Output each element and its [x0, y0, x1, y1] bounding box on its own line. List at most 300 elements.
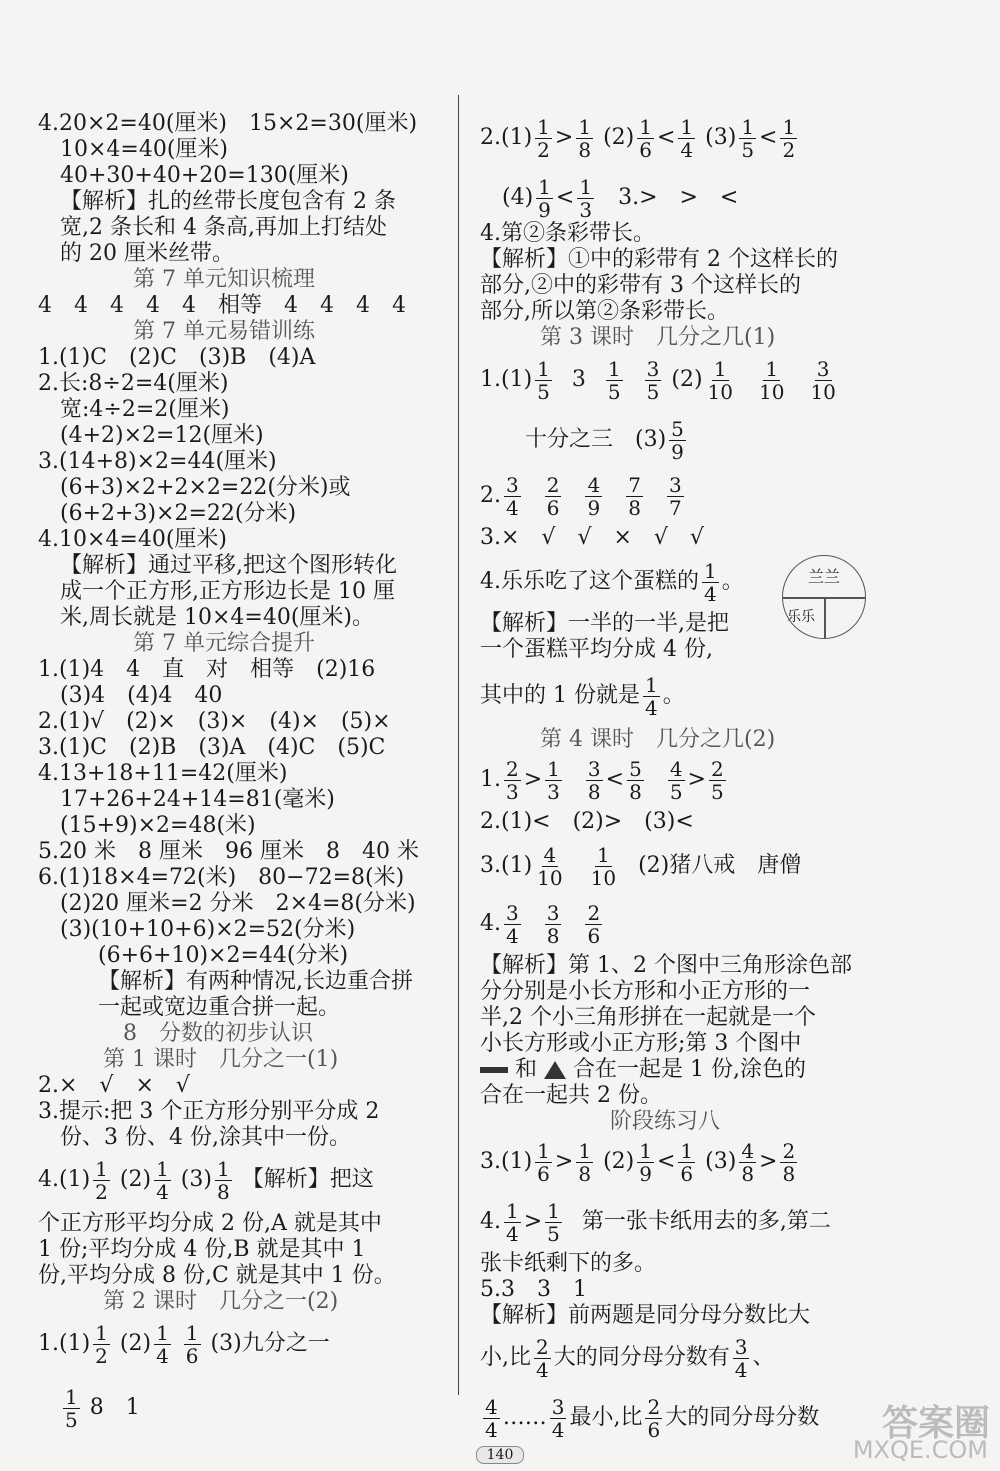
denominator: 10 [810, 379, 836, 404]
fraction [504, 1200, 521, 1245]
numerator: 2 [782, 1138, 796, 1163]
denominator: 6 [587, 923, 601, 948]
text-span: …… [502, 1405, 547, 1430]
denominator: 6 [647, 1417, 661, 1442]
text-line: (3)4 (4)4 40 [60, 683, 223, 708]
text-span: 、 [752, 1345, 775, 1370]
denominator: 4 [644, 695, 658, 720]
text-line: 4.10×4=40(厘米) [38, 527, 228, 552]
fraction [637, 1140, 654, 1185]
fraction [545, 474, 562, 519]
fraction [668, 758, 685, 803]
numerator: 2 [710, 756, 724, 781]
text-line: 【解析】通过平移,把这个图形转化 [60, 553, 397, 578]
text-span: (2) [603, 1149, 635, 1174]
numerator: 3 [734, 1334, 748, 1359]
watermark-logo: 答案圈 [881, 1403, 990, 1444]
denominator: 2 [95, 1343, 108, 1368]
numerator: 3 [646, 356, 660, 381]
text-span: 其中的 1 份就是 [480, 683, 640, 708]
denominator: 4 [734, 1357, 748, 1382]
fraction-line [480, 1390, 819, 1446]
text-line: 3.提示:把 3 个正方形分别平分成 2 [38, 1099, 380, 1124]
fraction [780, 116, 797, 161]
fraction [585, 902, 602, 947]
numerator: 2 [506, 756, 519, 781]
text-span: 3 [571, 367, 586, 392]
denominator: 5 [669, 779, 683, 804]
denominator: 10 [758, 379, 785, 404]
text-line: (6+3)×2+2×2=22(分米)或 [60, 475, 351, 500]
text-line: 合在一起共 2 份。 [480, 1083, 662, 1108]
text-line: 17+26+24+14=81(毫米) [60, 787, 335, 812]
text-line: 分分别是小长方形和小正方形的一 [480, 979, 811, 1004]
text-line: 6.(1)18×4=72(米) 80−72=8(米) [38, 865, 405, 890]
text-span: (2) [119, 1331, 152, 1356]
fraction [545, 1200, 562, 1245]
fraction-line [480, 352, 841, 408]
denominator: 8 [578, 1161, 592, 1186]
fraction [739, 1140, 756, 1185]
fraction-line [60, 1380, 140, 1436]
fraction-line [480, 554, 744, 610]
fraction-line [480, 1134, 800, 1190]
fraction [627, 758, 644, 803]
text-line: 1 份;平均分成 4 份,B 就是其中 1 [38, 1237, 366, 1262]
fraction [585, 474, 602, 519]
numerator: 1 [506, 1198, 519, 1223]
denominator: 8 [546, 923, 560, 948]
numerator: 4 [543, 842, 557, 867]
numerator: 1 [639, 1138, 652, 1163]
numerator: 1 [547, 756, 560, 781]
compare-symbol: < [656, 125, 676, 150]
denominator: 4 [506, 923, 519, 948]
text-span: 【解析】把这 [241, 1167, 374, 1192]
text-span: (2) [119, 1167, 152, 1192]
text-span: (3)九分之一 [210, 1331, 330, 1356]
text-line: 5.20 米 8 厘米 96 厘米 8 40 米 [38, 839, 419, 864]
denominator: 4 [506, 495, 519, 520]
text-line: 【解析】前两题是同分母分数比大 [480, 1303, 811, 1328]
fraction [535, 844, 564, 889]
compare-symbol: < [605, 767, 625, 792]
text-span: 最小,比 [569, 1405, 643, 1430]
denominator: 2 [95, 1179, 108, 1204]
text-line: 4 4 4 4 4 相等 4 4 4 4 [38, 293, 406, 318]
text-line: 40+30+40+20=130(厘米) [60, 163, 349, 188]
pie-label-lanlan: 兰兰 [808, 567, 841, 586]
page-number [0, 1447, 1000, 1463]
numerator: 2 [647, 1394, 661, 1419]
text-line: 成一个正方形,正方形边长是 10 厘 [60, 579, 395, 604]
fraction [606, 358, 623, 403]
fraction [576, 116, 593, 161]
denominator: 2 [782, 137, 796, 162]
text-line: 2.× √ × √ [38, 1073, 190, 1098]
numerator: 5 [671, 416, 684, 441]
fraction-line [480, 1194, 831, 1250]
text-line: 【解析】第 1、2 个图中三角形涂色部 [480, 953, 852, 978]
text-line: (6+2+3)×2=22(分米) [60, 501, 297, 526]
text-span: 1. [480, 767, 501, 792]
numerator: 1 [65, 1384, 78, 1409]
section-heading: 第 7 单元知识梳理 [133, 267, 315, 292]
denominator: 4 [680, 137, 694, 162]
fraction [669, 418, 686, 463]
compare-symbol: > [759, 1149, 778, 1174]
denominator: 9 [671, 439, 684, 464]
denominator: 4 [551, 1417, 565, 1442]
fraction [535, 116, 552, 161]
numerator: 1 [216, 1156, 230, 1181]
fraction [93, 1322, 110, 1367]
compare-symbol: < [656, 1149, 676, 1174]
text-line: 宽:4÷2=2(厘米) [60, 397, 230, 422]
denominator: 4 [506, 1221, 519, 1246]
fraction [739, 116, 756, 161]
text-span: 4.(1) [38, 1167, 91, 1192]
section-heading: 第 7 单元综合提升 [133, 631, 315, 656]
fraction [154, 1322, 171, 1367]
denominator: 8 [587, 779, 601, 804]
fraction-line [480, 838, 801, 894]
text-line: 2.(1)< (2)> (3)< [480, 809, 694, 834]
triangle-icon [544, 1061, 566, 1079]
section-heading: 第 7 单元易错训练 [133, 319, 315, 344]
text-line: 3.× √ √ × √ √ [480, 525, 704, 550]
text-line: 的 20 厘米丝带。 [60, 241, 234, 266]
fraction [678, 116, 695, 161]
text-line: 【解析】一半的一半,是把 [480, 611, 729, 636]
numerator: 4 [669, 756, 683, 781]
fraction [545, 902, 562, 947]
text-span: (3) [705, 1149, 737, 1174]
denominator: 2 [537, 137, 550, 162]
text-line: 10×4=40(厘米) [60, 137, 229, 162]
fraction [550, 1396, 567, 1441]
numerator: 1 [578, 1138, 592, 1163]
text-line: 3.(1)C (2)B (3)A (4)C (5)C [38, 735, 386, 760]
text-span: 2.(1) [480, 125, 533, 150]
text-span: 8 1 [89, 1395, 140, 1420]
fraction [535, 1140, 552, 1185]
denominator: 5 [710, 779, 724, 804]
numerator: 1 [578, 114, 592, 139]
fraction-line [480, 468, 687, 524]
text-span: 1.(1) [38, 1331, 91, 1356]
denominator: 3 [547, 779, 560, 804]
text-span: (3) [705, 125, 737, 150]
compare-symbol: > [687, 767, 706, 792]
bar-shape-icon [480, 1067, 508, 1073]
numerator: 3 [587, 756, 601, 781]
numerator: 1 [704, 558, 717, 583]
text-line: 3.(14+8)×2=44(厘米) [38, 449, 277, 474]
numerator: 5 [629, 756, 642, 781]
denominator: 5 [65, 1407, 78, 1432]
text-span: 合在一起是 1 份,涂色的 [573, 1057, 806, 1082]
text-line: 部分,所以第②条彩带长。 [480, 299, 729, 324]
fraction [626, 474, 643, 519]
numerator: 1 [95, 1320, 108, 1345]
text-line: 4.20×2=40(厘米) 15×2=30(厘米) [38, 111, 418, 136]
denominator: 4 [485, 1417, 498, 1442]
text-line: 2.(1)√ (2)× (3)× (4)× (5)× [38, 709, 391, 734]
text-line: 半,2 个小三角形拼在一起就是一个 [480, 1005, 816, 1030]
fraction [576, 1140, 593, 1185]
denominator: 6 [680, 1161, 694, 1186]
fraction [645, 1396, 662, 1441]
text-line: 2.长:8÷2=4(厘米) [38, 371, 229, 396]
text-line: (3)(10+10+6)×2=52(分米) [60, 917, 356, 942]
fraction [709, 758, 726, 803]
denominator: 8 [578, 137, 592, 162]
fraction [504, 758, 521, 803]
text-span: 3.> > < [618, 185, 739, 210]
text-line: 个正方形平均分成 2 份,A 就是其中 [38, 1211, 382, 1236]
text-span: 3.(1) [480, 853, 533, 878]
fraction-line [38, 1316, 330, 1372]
numerator: 1 [95, 1156, 108, 1181]
denominator: 5 [607, 379, 621, 404]
text-line: 4.第②条彩带长。 [480, 221, 655, 246]
denominator: 5 [547, 1221, 560, 1246]
text-line: 【解析】有两种情况,长边重合拼 [98, 969, 413, 994]
denominator: 3 [579, 197, 593, 222]
fraction [504, 902, 521, 947]
text-line: 一起或宽边重合拼一起。 [98, 995, 341, 1020]
text-span: 2. [480, 483, 501, 508]
numerator: 1 [547, 1198, 560, 1223]
text-line: 份、3 份、4 份,涂其中一份。 [60, 1125, 351, 1150]
fraction-line [480, 896, 605, 952]
numerator: 1 [537, 114, 550, 139]
text-line: (15+9)×2=48(米) [60, 813, 256, 838]
fraction-line [480, 1330, 775, 1386]
numerator: 1 [713, 356, 727, 381]
text-span: (3) [180, 1167, 212, 1192]
denominator: 3 [506, 779, 519, 804]
numerator: 3 [816, 356, 830, 381]
numerator: 3 [546, 900, 560, 925]
numerator: 1 [782, 114, 796, 139]
denominator: 10 [537, 865, 563, 890]
denominator: 10 [707, 379, 733, 404]
numerator: 3 [551, 1394, 565, 1419]
fraction [586, 758, 603, 803]
numerator: 1 [607, 356, 621, 381]
fraction [733, 1336, 750, 1381]
fraction [483, 1396, 500, 1441]
numerator: 3 [506, 472, 519, 497]
cake-pie-diagram [782, 555, 866, 639]
section-heading: 第 3 课时 几分之几(1) [540, 325, 776, 350]
fraction-line [480, 110, 800, 166]
text-line: (2)20 厘米=2 分米 2×4=8(分米) [60, 891, 416, 916]
fraction [63, 1386, 80, 1431]
fraction [534, 1336, 551, 1381]
text-line: 部分,②中的彩带有 3 个这样长的 [480, 273, 801, 298]
compare-symbol: > [523, 767, 543, 792]
denominator: 6 [639, 137, 652, 162]
denominator: 6 [185, 1343, 199, 1368]
compare-symbol: < [555, 185, 575, 210]
section-heading: 阶段练习八 [610, 1109, 721, 1134]
text-line: 4.13+18+11=42(厘米) [38, 761, 288, 786]
compare-symbol: > [523, 1209, 543, 1234]
numerator: 7 [628, 472, 641, 497]
text-span: 。 [721, 569, 744, 594]
text-span: (4) [502, 185, 534, 210]
pie-vertical-divider [824, 597, 826, 638]
fraction-line [525, 412, 689, 468]
denominator: 6 [537, 1161, 550, 1186]
numerator: 1 [596, 842, 610, 867]
numerator: 1 [680, 1138, 694, 1163]
fraction [702, 560, 719, 605]
denominator: 5 [646, 379, 660, 404]
text-line: 份,平均分成 8 份,C 就是其中 1 份。 [38, 1263, 396, 1288]
fraction [780, 1140, 797, 1185]
numerator: 4 [741, 1138, 755, 1163]
fraction [93, 1158, 110, 1203]
section-heading: 第 4 课时 几分之几(2) [540, 727, 776, 752]
column-divider [458, 95, 459, 1395]
denominator: 5 [537, 379, 550, 404]
numerator: 3 [506, 900, 519, 925]
text-span: 。 [662, 683, 685, 708]
numerator: 1 [579, 174, 593, 199]
denominator: 5 [741, 137, 755, 162]
fraction [589, 844, 618, 889]
denominator: 8 [782, 1161, 796, 1186]
text-line: 【解析】扎的丝带长度包含有 2 条 [60, 189, 396, 214]
denominator: 9 [538, 197, 551, 222]
denominator: 9 [587, 495, 601, 520]
pie-label-lele: 乐乐 [787, 609, 815, 625]
text-span: 小,比 [480, 1345, 531, 1370]
numerator: 4 [485, 1394, 498, 1419]
chapter-heading: 8 分数的初步认识 [123, 1021, 313, 1046]
numerator: 1 [156, 1320, 169, 1345]
fraction [535, 358, 552, 403]
denominator: 8 [741, 1161, 755, 1186]
fraction [545, 758, 562, 803]
text-line [480, 1056, 806, 1084]
numerator: 4 [587, 472, 601, 497]
numerator: 1 [765, 356, 779, 381]
numerator: 1 [537, 1138, 550, 1163]
text-line: 5.3 3 1 [480, 1277, 587, 1302]
text-line: (4+2)×2=12(厘米) [60, 423, 264, 448]
compare-symbol: < [759, 125, 778, 150]
denominator: 4 [156, 1179, 169, 1204]
denominator: 9 [639, 1161, 652, 1186]
numerator: 1 [644, 672, 658, 697]
text-span: 和 [515, 1057, 538, 1082]
text-span: 4. [480, 1209, 501, 1234]
numerator: 2 [546, 472, 560, 497]
denominator: 8 [629, 779, 642, 804]
fraction-line [38, 1152, 374, 1208]
fraction [154, 1158, 171, 1203]
page-number-text: 140 [476, 1446, 525, 1464]
denominator: 6 [546, 495, 560, 520]
fraction [577, 176, 594, 221]
text-line: (6+6+10)×2=44(分米) [98, 943, 349, 968]
denominator: 7 [668, 495, 682, 520]
text-span: 4. [480, 911, 501, 936]
denominator: 4 [156, 1343, 169, 1368]
fraction-line [502, 170, 738, 226]
text-span: (2)猪八戒 唐僧 [638, 853, 802, 878]
fraction [215, 1158, 232, 1203]
denominator: 4 [536, 1357, 549, 1382]
numerator: 1 [156, 1156, 169, 1181]
text-line: 张卡纸剩下的多。 [480, 1251, 657, 1276]
numerator: 1 [185, 1320, 199, 1345]
text-line: 小长方形或小正方形;第 3 个图中 [480, 1031, 802, 1056]
text-span: 1.(1) [480, 367, 533, 392]
text-line: 宽,2 条长和 4 条高,再加上打结处 [60, 215, 387, 240]
fraction [536, 176, 553, 221]
denominator: 4 [704, 581, 717, 606]
denominator: 8 [216, 1179, 230, 1204]
denominator: 8 [628, 495, 641, 520]
text-span: 大的同分母分数 [665, 1405, 820, 1430]
text-span: (2) [671, 367, 703, 392]
numerator: 1 [639, 114, 652, 139]
fraction-line [480, 668, 685, 724]
fraction [637, 116, 654, 161]
text-span: 大的同分母分数有 [553, 1345, 730, 1370]
compare-symbol: > [554, 1149, 574, 1174]
fraction [757, 358, 786, 403]
fraction [808, 358, 837, 403]
text-line: 1.(1)4 4 直 对 相等 (2)16 [38, 657, 376, 682]
numerator: 1 [537, 356, 550, 381]
numerator: 3 [668, 472, 682, 497]
text-span: 十分之三 (3) [525, 427, 667, 452]
text-span: 第一张卡纸用去的多,第二 [581, 1209, 831, 1234]
fraction [645, 358, 662, 403]
fraction [678, 1140, 695, 1185]
text-line: 米,周长就是 10×4=40(厘米)。 [60, 605, 375, 630]
text-line: 一个蛋糕平均分成 4 份, [480, 637, 713, 662]
text-span: 3.(1) [480, 1149, 533, 1174]
watermark-url: MXQE.COM [852, 1436, 988, 1464]
section-heading: 第 1 课时 几分之一(1) [103, 1047, 339, 1072]
denominator: 10 [590, 865, 617, 890]
numerator: 2 [587, 900, 601, 925]
text-span: (2) [603, 125, 635, 150]
numerator: 1 [538, 174, 551, 199]
fraction [504, 474, 521, 519]
text-line: 【解析】①中的彩带有 2 个这样长的 [480, 247, 838, 272]
fraction [643, 674, 660, 719]
fraction-line [480, 752, 729, 808]
fraction [667, 474, 684, 519]
text-line: 1.(1)C (2)C (3)B (4)A [38, 345, 316, 370]
text-span: 4.乐乐吃了这个蛋糕的 [480, 569, 699, 594]
numerator: 1 [680, 114, 694, 139]
compare-symbol: > [554, 125, 574, 150]
fraction [184, 1322, 201, 1367]
fraction [706, 358, 735, 403]
numerator: 1 [741, 114, 755, 139]
numerator: 2 [536, 1334, 549, 1359]
